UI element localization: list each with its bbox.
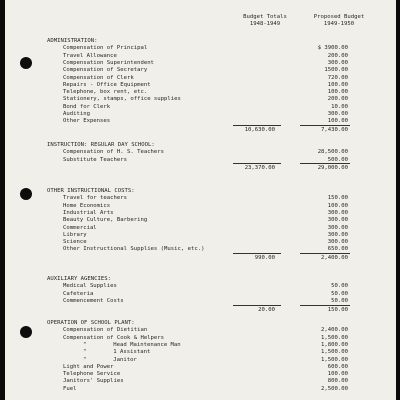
- line-item-amount: 800.00: [327, 378, 348, 385]
- total-1948: 990.00: [254, 255, 275, 262]
- line-item-amount: 300.00: [327, 59, 348, 66]
- total-1948: 20.00: [258, 306, 275, 313]
- line-item-label: " 1 Assistant: [83, 349, 151, 356]
- punch-hole: [20, 188, 32, 200]
- line-item-label: Compensation of Secretary: [63, 67, 148, 74]
- line-item-label: Other Expenses: [63, 118, 111, 125]
- line-item-label: Repairs - Office Equipment: [63, 81, 151, 88]
- section-title: INSTRUCTION: REGULAR DAY SCHOOL:: [47, 142, 155, 148]
- total-rule: [300, 305, 350, 306]
- line-item-label: " Janitor: [83, 356, 137, 363]
- line-item-label: Compensation of Dietitian: [63, 327, 148, 334]
- budget-page: [5, 0, 396, 400]
- section-title: OPERATION OF SCHOOL PLANT:: [47, 320, 135, 326]
- total-rule: [233, 305, 281, 306]
- line-item-amount: 50.00: [331, 283, 348, 290]
- line-item-label: Home Economics: [63, 202, 111, 209]
- line-item-amount: 600.00: [327, 363, 348, 370]
- line-item-amount: 300.00: [327, 111, 348, 117]
- line-item-amount: 100.00: [327, 202, 348, 209]
- line-item-label: Light and Power: [63, 363, 114, 370]
- line-item-label: Compensation of Cook & Helpers: [63, 334, 165, 341]
- line-item-label: Auditing: [63, 111, 90, 117]
- line-item-label: Medical Supplies: [63, 283, 117, 290]
- line-item-amount: 300.00: [327, 209, 348, 216]
- line-item-label: Industrial Arts: [63, 209, 114, 216]
- line-item-amount: 200.00: [327, 52, 348, 59]
- total-1949: 29,000.00: [317, 165, 348, 172]
- line-item-amount: 650.00: [327, 246, 348, 253]
- line-item-amount: 100.00: [327, 371, 348, 378]
- line-item-label: Compensation Superintendent: [63, 59, 154, 66]
- total-rule: [233, 163, 281, 164]
- line-item-amount: 1,500.00: [321, 334, 348, 341]
- line-item-label: " Head Maintenance Man: [83, 341, 181, 348]
- line-item-amount: 100.00: [327, 89, 348, 96]
- line-item-amount: 1500.00: [324, 67, 348, 74]
- col2-years: 1949-1950: [323, 21, 355, 27]
- col2-title: Proposed Budget: [313, 14, 365, 20]
- line-item-label: Stationery, stamps, office supplies: [63, 96, 181, 103]
- punch-hole: [20, 57, 32, 69]
- line-item-label: Compensation of Clerk: [63, 74, 134, 81]
- total-rule: [233, 253, 281, 254]
- total-rule: [300, 125, 350, 126]
- line-item-amount: 500.00: [327, 156, 348, 163]
- line-item-amount: 150.00: [327, 195, 348, 202]
- line-item-label: Bond for Clerk: [63, 103, 111, 110]
- line-item-label: Science: [63, 239, 87, 246]
- line-item-amount: 50.00: [331, 297, 348, 304]
- total-1948: 10,630.00: [244, 127, 275, 134]
- col1-years: 1948-1949: [249, 21, 281, 27]
- total-rule: [300, 163, 350, 164]
- line-item-label: Cafeteria: [63, 290, 94, 297]
- total-1949: 150.00: [327, 306, 348, 313]
- total-1949: 2,400.00: [321, 255, 348, 262]
- total-rule: [233, 125, 281, 126]
- line-item-label: Commercial: [63, 224, 97, 231]
- total-1949: 7,430.00: [321, 127, 348, 134]
- section-title: OTHER INSTRUCTIONAL COSTS:: [47, 188, 135, 194]
- line-item-amount: 720.00: [327, 74, 348, 81]
- line-item-label: Commencement Costs: [63, 297, 124, 304]
- col1-title: Budget Totals: [243, 14, 287, 20]
- line-item-label: Library: [63, 231, 87, 238]
- line-item-amount: $ 3900.00: [317, 45, 348, 52]
- line-item-amount: 200.00: [327, 96, 348, 103]
- line-item-amount: 100.00: [327, 81, 348, 88]
- line-item-amount: 1,800.00: [321, 341, 348, 348]
- section-title: ADMINISTRATION:: [47, 38, 98, 44]
- line-item-amount: 300.00: [327, 239, 348, 246]
- line-item-label: Janitors' Supplies: [63, 378, 124, 385]
- line-item-label: Other Instructional Supplies (Music, etc.): [63, 246, 205, 253]
- line-item-label: Travel Allowance: [63, 52, 117, 59]
- line-item-amount: 50.00: [331, 290, 348, 297]
- line-item-amount: 1,500.00: [321, 356, 348, 363]
- line-item-amount: 100.00: [327, 118, 348, 125]
- line-item-label: Telephone, box rent, etc.: [63, 89, 148, 96]
- line-item-label: Compensation of H. S. Teachers: [63, 149, 165, 156]
- line-item-amount: 10.00: [331, 103, 348, 110]
- punch-hole: [20, 326, 32, 338]
- line-item-label: Telephone Service: [63, 371, 121, 378]
- line-item-amount: 300.00: [327, 217, 348, 224]
- line-item-amount: 1,500.00: [321, 349, 348, 356]
- total-1948: 23,370.00: [244, 165, 275, 172]
- line-item-amount: 28,500.00: [317, 149, 348, 156]
- line-item-amount: 2,400.00: [321, 327, 348, 334]
- total-rule: [300, 253, 350, 254]
- line-item-amount: 2,500.00: [321, 385, 348, 392]
- line-item-amount: 300.00: [327, 231, 348, 238]
- line-item-label: Substitute Teachers: [63, 156, 127, 163]
- section-title: AUXILIARY AGENCIES:: [47, 276, 111, 282]
- line-item-label: Fuel: [63, 385, 77, 392]
- line-item-label: Compensation of Principal: [63, 45, 148, 52]
- line-item-label: Travel for teachers: [63, 195, 127, 202]
- line-item-amount: 300.00: [327, 224, 348, 231]
- line-item-label: Beauty Culture, Barbering: [63, 217, 148, 224]
